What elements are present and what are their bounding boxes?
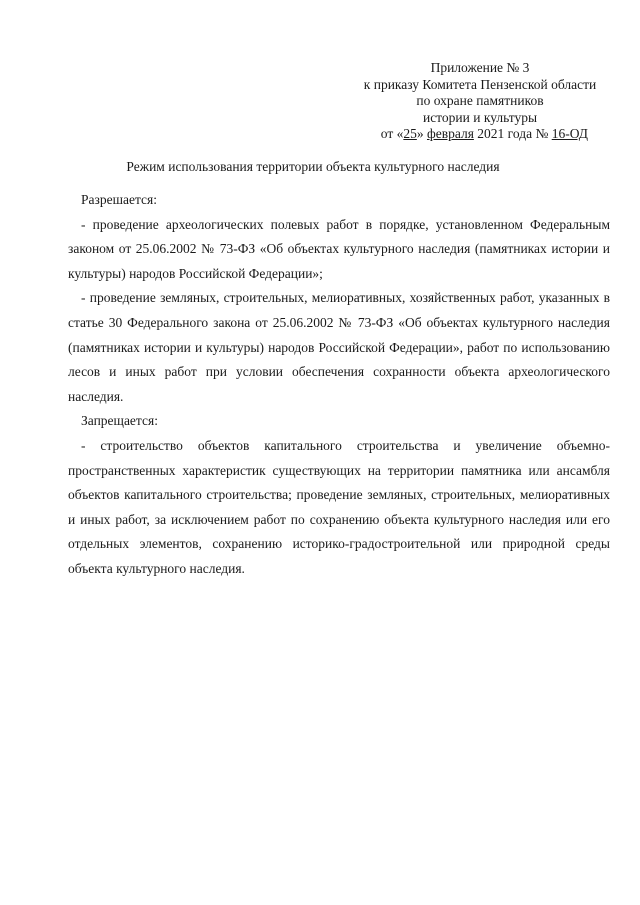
- prohibited-item-1: - строительство объектов капитального строительства и увеличение объемно-пространственных характеристик существующих на территории памятника или ансамбля объектов капитального строительства; проведение земляных, строительных, мелиоративных и иных работ, за исключением работ по сохранению объекта культурного наследия или его отдельных элементов, сохранению историко-градостроительной или природной среды объекта культурного наследия.: [68, 437, 610, 576]
- prohibited-heading: Запрещается:: [81, 413, 158, 429]
- date-month: февраля: [426, 126, 474, 141]
- date-prefix: от «: [380, 126, 404, 141]
- allowed-item-1: - проведение археологических полевых работ в порядке, установленном Федеральным законом от 25.06.2002 № 73-ФЗ «Об объектах культурного наследия (памятниках истории и культуры) народов Российской Федерации»;: [68, 216, 610, 281]
- appendix-number: Приложение № 3: [430, 60, 530, 75]
- allowed-heading: Разрешается:: [81, 192, 157, 207]
- document-body: [68, 188, 610, 582]
- appendix-header: [330, 60, 630, 143]
- date-year: 2021 года №: [473, 126, 552, 141]
- committee-line-1: по охране памятников: [416, 93, 544, 108]
- committee-line-2: истории и культуры: [422, 109, 538, 125]
- order-number: 16-ОД: [551, 126, 588, 141]
- order-reference-line: к приказу Комитета Пензенской области: [363, 76, 597, 92]
- allowed-item-2: - проведение земляных, строительных, мелиоративных, хозяйственных работ, указанных в статье 30 Федерального закона от 25.06.2002 № 73-ФЗ «Об объектах культурного наследия (памятниках истории и культуры) народов Российской Федерации», работ по использованию лесов и иных работ при условии обеспечения сохранности объекта археологического наследия.: [68, 290, 610, 404]
- document-title: [40, 158, 600, 175]
- date-day: 25: [403, 126, 417, 141]
- date-mid: »: [416, 126, 427, 141]
- document-title-text: Режим использования территории объекта культурного наследия: [126, 159, 500, 174]
- order-date-line: [330, 126, 630, 143]
